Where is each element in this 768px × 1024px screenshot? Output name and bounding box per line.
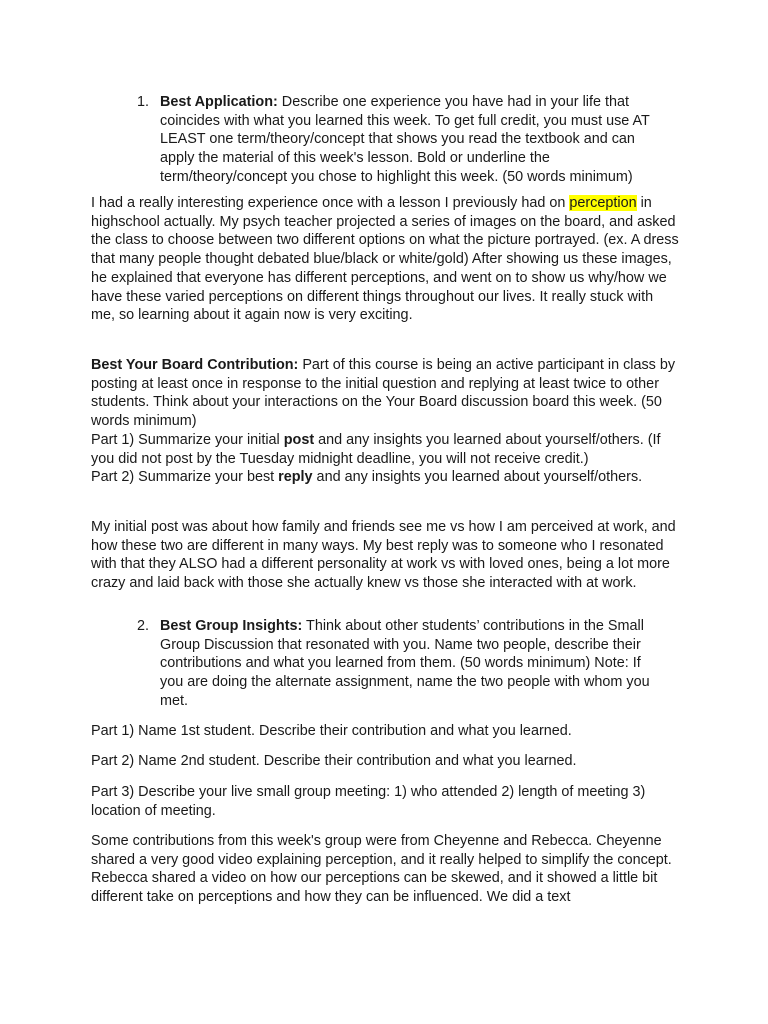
question-text xyxy=(160,93,667,187)
group-part-2: Part 2) Name 2nd student. Describe their contribution and what you learned. xyxy=(91,753,577,769)
question-heading: Best Application: xyxy=(160,94,278,110)
board-part-1-start: Part 1) Summarize your initial xyxy=(91,431,284,448)
answer-text-start: I had a really interesting experience once with a lesson I previously had on xyxy=(91,195,570,211)
question-body: Think about other students’ contributions in the Small Group Discussion that resonated with you. Name two people, describe their contributions and what you learned from them. (50 words minimum) Note: If you are doing the alternate assignment, name the two people with whom you met. xyxy=(160,618,650,709)
board-body: Part of this course is being an active participant in class by posting at least once in response to the initial question and replying at least twice to other students. Think about your interactions on the Your Board discussion board this week. (50 words minimum) xyxy=(91,357,676,430)
question-best-application xyxy=(137,93,667,187)
list-number: 2. xyxy=(137,618,150,634)
board-part-1 xyxy=(91,431,681,468)
question-group-insights xyxy=(137,617,667,711)
board-part-2 xyxy=(91,468,681,487)
board-part-2-bold: reply xyxy=(278,469,313,486)
question-heading: Best Group Insights: xyxy=(160,618,303,634)
board-part-2-end: and any insights you learned about yourself/others. xyxy=(312,469,643,486)
question-body: Describe one experience you have had in your life that coincides with what you learned this week. To get full credit, you must use AT LEAST one term/theory/concept that shows you read the textbook and can apply the material of this week's lesson. Bold or underline the term/theory/concept you chose to highlight this week. (50 words minimum) xyxy=(160,94,650,185)
board-part-1-bold: post xyxy=(283,431,315,448)
answer-text-end: in highschool actually. My psych teacher projected a series of images on the board, and asked the class to choose between two different options on what the picture portrayed. (ex. A dress that many people thought debated blue/black or white/gold) After showing us these images, he explained that everyone has different perceptions, and went on to show us why/how we have these varied perceptions on different things throughout our lives. It really stuck with me, so learning about it again now is very exciting. xyxy=(91,195,679,324)
board-question-text xyxy=(91,356,681,431)
group-part-1: Part 1) Name 1st student. Describe their contribution and what you learned. xyxy=(91,723,572,739)
question-board-contribution xyxy=(91,356,681,487)
answer-best-application xyxy=(91,194,681,325)
board-heading: Best Your Board Contribution: xyxy=(91,357,299,373)
group-part-3: Part 3) Describe your live small group meeting: 1) who attended 2) length of meeting 3) location of meeting. xyxy=(91,784,646,819)
highlighted-term: perception xyxy=(569,195,637,211)
answer-group-insights: Some contributions from this week's group were from Cheyenne and Rebecca. Cheyenne shared a very good video explaining perception, and it really helped to simplify the concept. Rebecca shared a video on how our perceptions can be skewed, and it showed a little bit different take on perceptions and how they can be influenced. We did a text xyxy=(91,833,672,906)
question-text xyxy=(160,617,667,711)
board-part-2-start: Part 2) Summarize your best xyxy=(91,469,279,486)
list-number: 1. xyxy=(137,94,150,110)
board-part-1-end: and any insights you learned about yourself/others. (If you did not post by the Tuesday midnight deadline, you will not receive credit.) xyxy=(91,431,661,467)
answer-board-contribution: My initial post was about how family and friends see me vs how I am perceived at work, and how these two are different in many ways. My best reply was to someone who I resonated with that they ALSO had a different personality at work vs with loved ones, being a lot more crazy and laid back with those she actually knew vs those she interacted with at work. xyxy=(91,519,676,592)
